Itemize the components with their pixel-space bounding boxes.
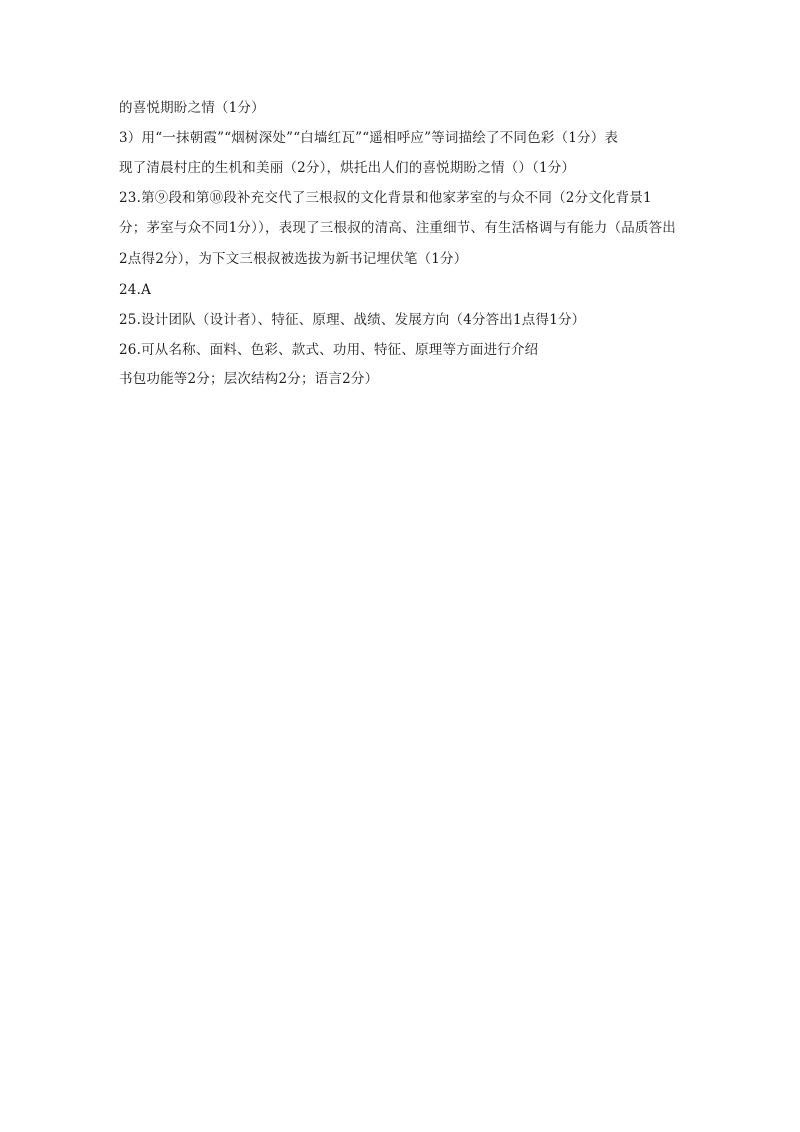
text-line: 现了清晨村庄的生机和美丽（2分），烘托出人们的喜悦期盼之情（）（1分） bbox=[119, 160, 576, 176]
text-line: 分；茅室与众不同1分）），表现了三根叔的清高、注重细节、有生活格调与有能力（品质答出 bbox=[119, 220, 676, 236]
text-line: 25.设计团队（设计者）、特征、原理、战绩、发展方向（4分答出1点得1分） bbox=[119, 312, 586, 328]
text-line: 23.第⑨段和第⑩段补充交代了三根叔的文化背景和他家茅室的与众不同（2分文化背景1 bbox=[119, 190, 652, 206]
text-line: 26.可从名称、面料、色彩、款式、功用、特征、原理等方面进行介绍 bbox=[119, 342, 539, 358]
text-line: 的喜悦期盼之情（1分） bbox=[119, 100, 265, 116]
text-line: 3）用“一抹朝霞”“烟树深处”“白墙红瓦”“遥相呼应”等词描绘了不同色彩（1分）表 bbox=[119, 130, 619, 146]
text-line: 2点得2分），为下文三根叔被选拔为新书记埋伏笔（1分） bbox=[119, 251, 468, 267]
text-line: 书包功能等2分；层次结构2分；语言2分） bbox=[119, 371, 379, 387]
text-line: 24.A bbox=[119, 282, 152, 298]
